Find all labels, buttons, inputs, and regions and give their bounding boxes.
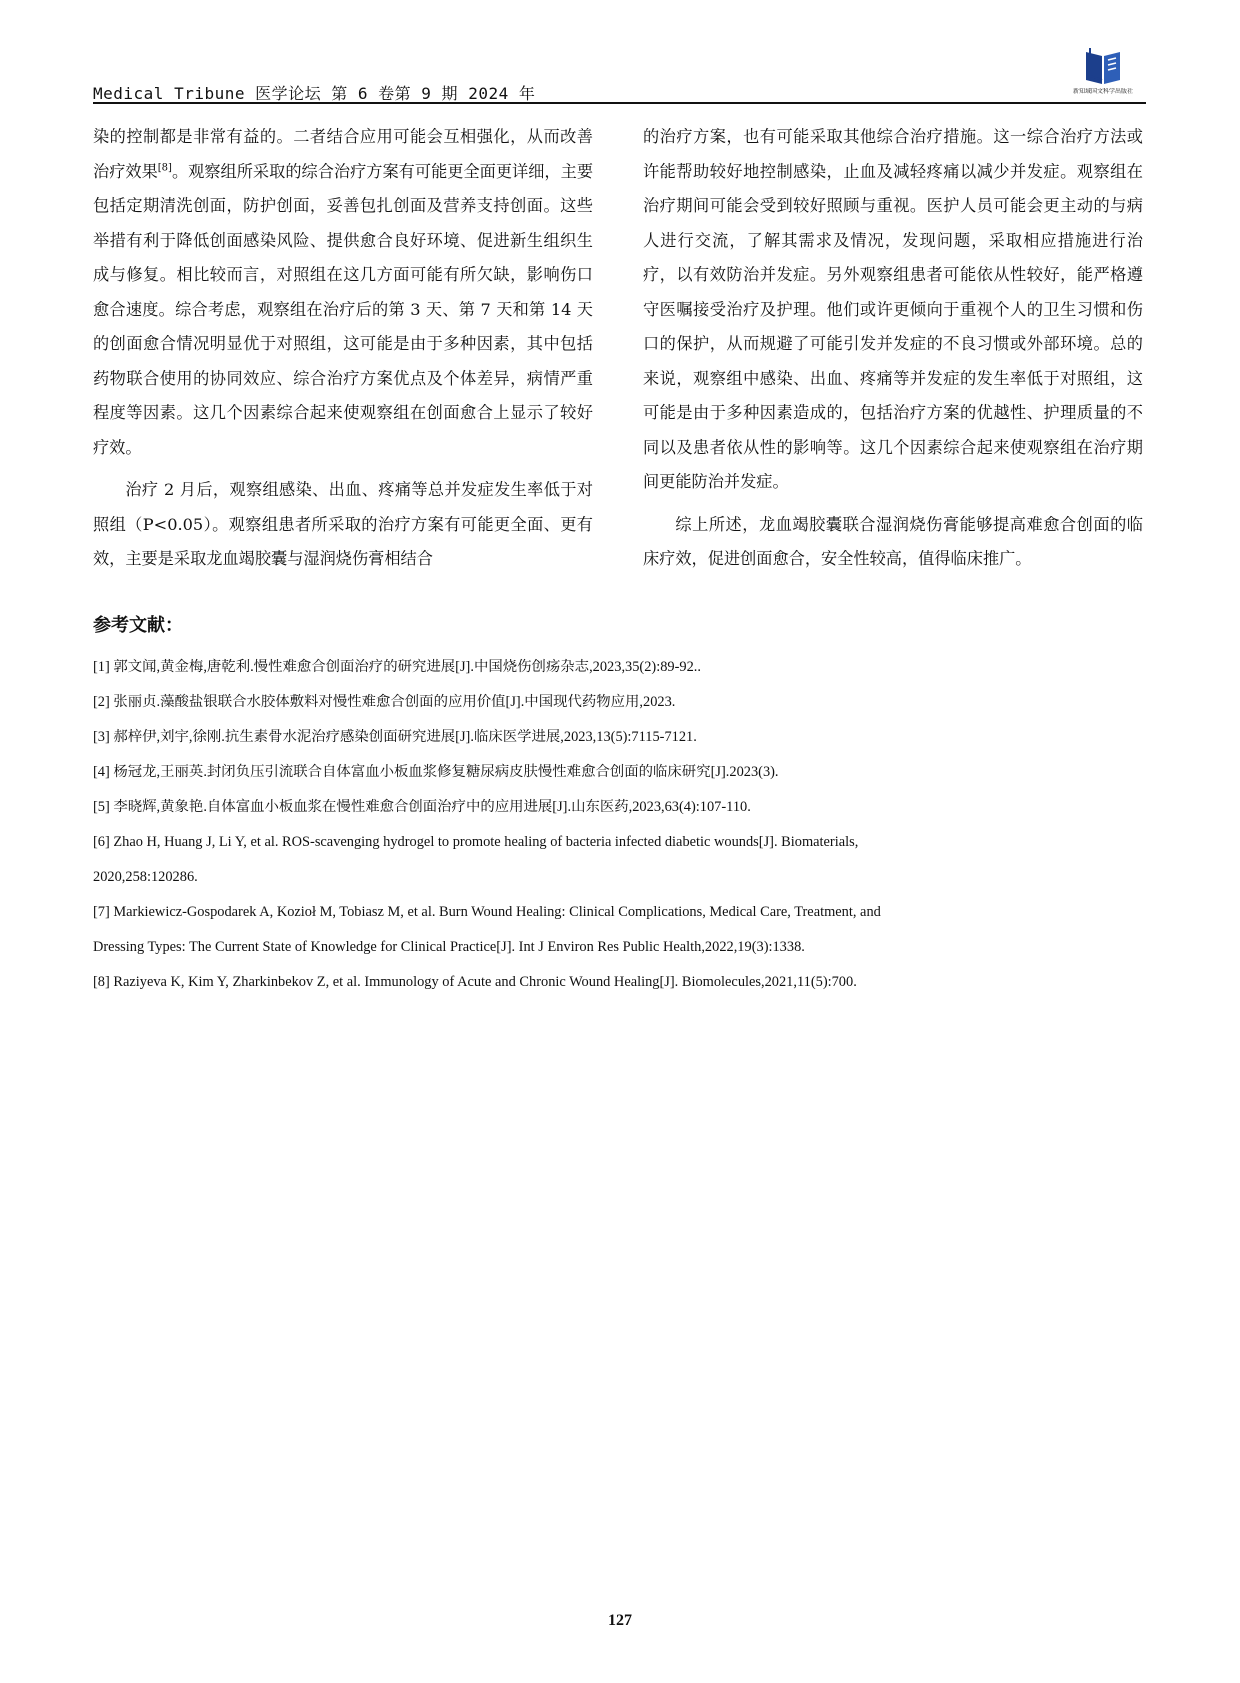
page-number: 127 <box>608 1612 632 1629</box>
body-paragraph: 综上所述，龙血竭胶囊联合湿润烧伤膏能够提高难愈合创面的临床疗效，促进创面愈合，安全性较高，值得临床推广。 <box>643 514 1143 568</box>
reference-item: [6] Zhao H, Huang J, Li Y, et al. ROS-scavenging hydrogel to promote healing of bacteria infected diabetic wounds[J]. Biomaterials, <box>93 834 859 850</box>
body-column-left <box>93 120 593 585</box>
reference-item: [8] Raziyeva K, Kim Y, Zharkinbekov Z, et al. Immunology of Acute and Chronic Wound Healing[J]. Biomolecules,2021,11(5):700. <box>93 974 857 990</box>
reference-item: [4] 杨冠龙,王丽英.封闭负压引流联合自体富血小板血浆修复糖尿病皮肤慢性难愈合创面的临床研究[J].2023(3). <box>93 764 779 780</box>
references-list <box>93 650 1153 1000</box>
journal-header: Medical Tribune 医学论坛 第 6 卷第 9 期 2024 年 <box>93 84 536 103</box>
citation-superscript: [8] <box>157 162 172 174</box>
body-paragraph: 的治疗方案，也有可能采取其他综合治疗措施。这一综合治疗方法或许能帮助较好地控制感染，止血及减轻疼痛以减少并发症。观察组在治疗期间可能会受到较好照顾与重视。医护人员可能会更主动的与病人进行交流，了解其需求及情况，发现问题，采取相应措施进行治疗，以有效防治并发症。另外观察组患者可能依从性较好，能严格遵守医嘱接受治疗及护理。他们或许更倾向于重视个人的卫生习惯和伤口的保护，从而规避了可能引发并发症的不良习惯或外部环境。总的来说，观察组中感染、出血、疼痛等并发症的发生率低于对照组，这可能是由于多种因素造成的，包括治疗方案的优越性、护理质量的不同以及患者依从性的影响等。这几个因素综合起来使观察组在治疗期间更能防治并发症。 <box>643 127 1143 491</box>
body-column-right <box>643 120 1143 585</box>
publisher-logo <box>1060 46 1146 100</box>
reference-item: [3] 郝梓伊,刘宇,徐刚.抗生素骨水泥治疗感染创面研究进展[J].临床医学进展,2023,13(5):7115-7121. <box>93 729 697 745</box>
book-logo-icon <box>1082 46 1124 86</box>
publisher-logo-text: 新知域国文科学出版社 <box>1072 88 1133 95</box>
reference-item: Dressing Types: The Current State of Knowledge for Clinical Practice[J]. Int J Environ Res Public Health,2022,19(3):1338. <box>93 939 805 955</box>
body-paragraph: 治疗 2 月后，观察组感染、出血、疼痛等总并发症发生率低于对照组（P<0.05）。观察组患者所采取的治疗方案有可能更全面、更有效，主要是采取龙血竭胶囊与湿润烧伤膏相结合 <box>93 480 593 568</box>
header-divider <box>93 102 1146 104</box>
reference-item: 2020,258:120286. <box>93 869 198 885</box>
reference-item: [7] Markiewicz-Gospodarek A, Kozioł M, Tobiasz M, et al. Burn Wound Healing: Clinical Complications, Medical Care, Treatment, and <box>93 904 881 920</box>
paragraph-text: 。观察组所采取的综合治疗方案有可能更全面更详细，主要包括定期清洗创面，防护创面，妥善包扎创面及营养支持创面。这些举措有利于降低创面感染风险、提供愈合良好环境、促进新生组织生成与修复。相比较而言，对照组在这几方面可能有所欠缺，影响伤口愈合速度。综合考虑，观察组在治疗后的第 3 天、第 7 天和第 14 天的创面愈合情况明显优于对照组，这可能是由于多种因素，其中包括药物联合使用的协同效应、综合治疗方案优点及个体差异，病情严重程度等因素。这几个因素综合起来使观察组在创面愈合上显示了较好疗效。 <box>93 161 594 457</box>
references-heading: 参考文献： <box>93 615 183 636</box>
reference-item: [5] 李晓辉,黄象艳.自体富血小板血浆在慢性难愈合创面治疗中的应用进展[J].山东医药,2023,63(4):107-110. <box>93 799 751 815</box>
reference-item: [1] 郭文闻,黄金梅,唐乾利.慢性难愈合创面治疗的研究进展[J].中国烧伤创疡杂志,2023,35(2):89-92.. <box>93 659 701 675</box>
body-paragraph <box>93 120 593 465</box>
paragraph-text: 染的控制都是非常有益的。二者结合应用可能会互相强化，从而改善治疗效果 <box>93 127 593 181</box>
reference-item: [2] 张丽贞.藻酸盐银联合水胶体敷料对慢性难愈合创面的应用价值[J].中国现代药物应用,2023. <box>93 694 676 710</box>
